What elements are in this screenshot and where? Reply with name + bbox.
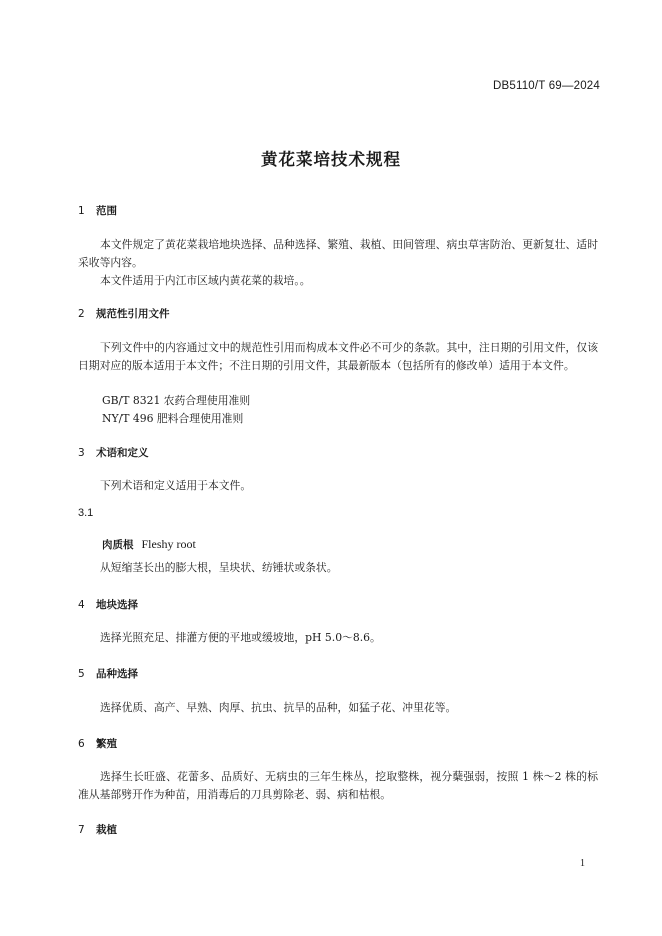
- section-title: 规范性引用文件: [96, 308, 170, 320]
- section-number: 7: [78, 824, 85, 836]
- paragraph-text: 选择生长旺盛、花蕾多、品质好、无病虫的三年生株丛，挖取整株，视分蘖强弱，按照 1 株～2 株的标准从基部劈开作为种苗，用消毒后的刀具剪除老、弱、病和枯根。: [78, 770, 598, 801]
- clause-number: 3.1: [78, 507, 94, 519]
- section-title: 地块选择: [96, 599, 138, 611]
- paragraph-text: 选择优质、高产、早熟、肉厚、抗虫、抗旱的品种，如猛子花、冲里花等。: [100, 701, 457, 714]
- paragraph-text: 本文件适用于内江市区域内黄花菜的栽培。。: [100, 274, 311, 287]
- paragraph-text: 本文件规定了黄花菜栽培地块选择、品种选择、繁殖、栽植、田间管理、病虫草害防治、更新复壮、适时采收等内容。: [78, 238, 598, 269]
- section-heading-4: [78, 597, 138, 612]
- propagation-paragraph: [78, 768, 598, 804]
- section-heading-2: [78, 306, 170, 321]
- section-number: 4: [78, 599, 85, 611]
- section-number: 1: [78, 205, 85, 217]
- normative-references-paragraph: [78, 339, 598, 375]
- scope-paragraph-2: [78, 272, 598, 290]
- terms-intro-paragraph: [78, 477, 598, 495]
- section-heading-7: [78, 822, 117, 837]
- section-title: 范围: [96, 205, 117, 217]
- section-number: 2: [78, 308, 85, 320]
- standard-number: DB5110/T 69—2024: [493, 80, 600, 92]
- paragraph-text: 从短缩茎长出的膨大根，呈块状、纺锤状或条状。: [100, 561, 338, 574]
- section-title: 术语和定义: [96, 447, 149, 459]
- section-title: 品种选择: [96, 668, 138, 680]
- paragraph-text: 下列术语和定义适用于本文件。: [100, 479, 252, 492]
- page-number: 1: [580, 858, 585, 869]
- variety-selection-paragraph: [78, 699, 598, 717]
- section-heading-1: [78, 203, 117, 218]
- section-title: 栽植: [96, 824, 117, 836]
- reference-item: NY/T 496 肥料合理使用准则: [102, 412, 244, 425]
- section-heading-6: [78, 736, 117, 751]
- section-heading-5: [78, 666, 138, 681]
- site-selection-paragraph: [78, 629, 598, 647]
- scope-paragraph-1: [78, 236, 598, 272]
- paragraph-text: 下列文件中的内容通过文中的规范性引用而构成本文件必不可少的条款。其中，注日期的引用文件，仅该日期对应的版本适用于本文件；不注日期的引用文件，其最新版本（包括所有的修改单）适用于本文件。: [78, 341, 598, 372]
- section-heading-3: [78, 445, 149, 460]
- term-english: Fleshy root: [141, 537, 196, 551]
- section-number: 5: [78, 668, 85, 680]
- paragraph-text: 选择光照充足、排灌方便的平地或缓坡地，pH 5.0～8.6。: [100, 631, 381, 644]
- section-title: 繁殖: [96, 738, 117, 750]
- section-number: 3: [78, 447, 85, 459]
- reference-item: GB/T 8321 农药合理使用准则: [102, 394, 251, 407]
- document-title: 黄花菜培技术规程: [261, 150, 401, 169]
- term-chinese: 肉质根: [102, 539, 134, 551]
- term-entry: [102, 537, 196, 552]
- term-definition: [78, 559, 598, 577]
- section-number: 6: [78, 738, 85, 750]
